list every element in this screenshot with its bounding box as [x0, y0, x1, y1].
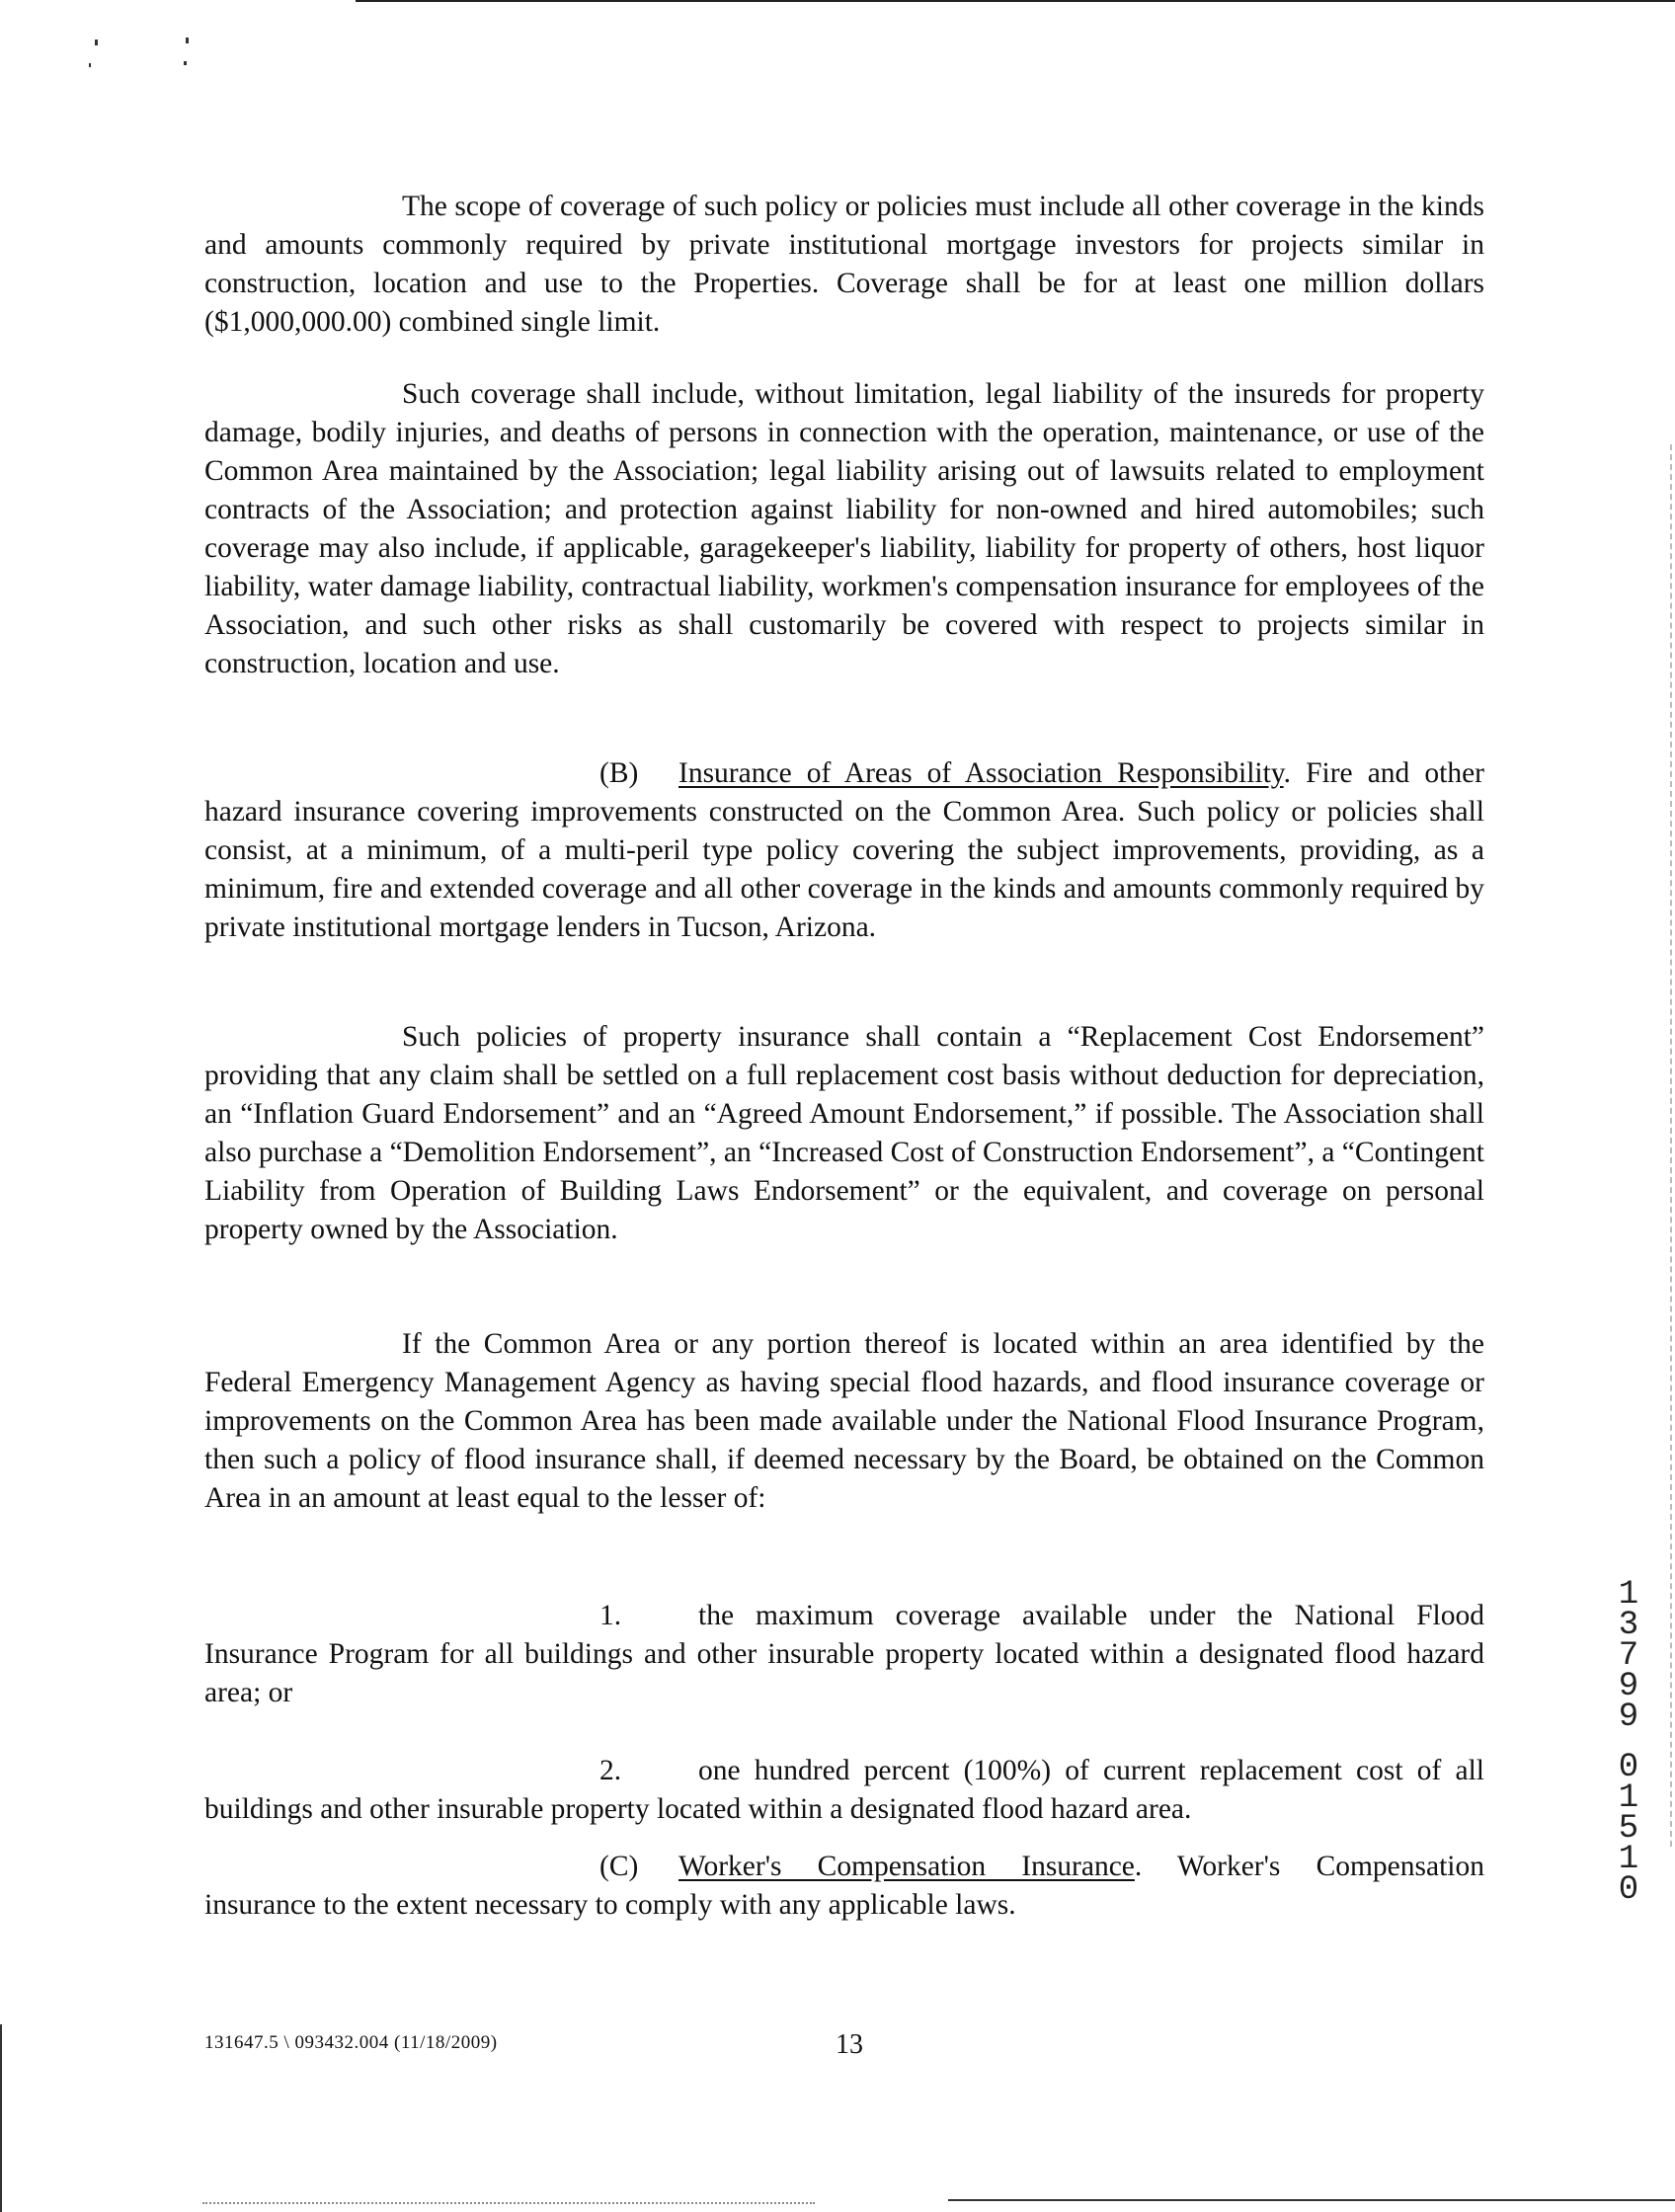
- list-number: 1.: [599, 1600, 622, 1631]
- scan-edge-mark: [0, 2024, 2, 2212]
- section-body: . Worker's Compensation insurance to the extent necessary to comply with any applicable laws.: [204, 1851, 1484, 1921]
- stamp-digit: 0: [1618, 1749, 1639, 1786]
- section-heading: Insurance of Areas of Association Responsibility: [678, 757, 1284, 789]
- scan-bottom-rule: [948, 2199, 1675, 2201]
- list-item-1: [204, 1597, 1484, 1712]
- scan-edge-line: [1670, 444, 1672, 1847]
- stamp-digit: 9: [1618, 1668, 1639, 1705]
- scan-speck: [184, 61, 187, 65]
- paragraph-liability-coverage: Such coverage shall include, without limitation, legal liability of the insureds for property damage, bodily injuries, and deaths of persons in connection with the operation, maintenance, or use of the Common Area maintained by the Association; legal liability arising out of lawsuits related to employment contracts of the Association; and protection against liability for non-owned and hired automobiles; such coverage may also include, if applicable, garagekeeper's liability, liability for property of others, host liquor liability, water damage liability, contractual liability, workmen's compensation insurance for employees of the Association, and such other risks as shall customarily be covered with respect to projects similar in construction, location and use.: [204, 378, 1484, 679]
- list-item-text: one hundred percent (100%) of current replacement cost of all buildings and other insurable property located within a designated flood hazard area.: [204, 1755, 1484, 1825]
- section-heading: Worker's Compensation Insurance: [678, 1851, 1135, 1882]
- paragraph-endorsements: Such policies of property insurance shall contain a “Replacement Cost Endorsement” providing that any claim shall be settled on a full replacement cost basis without deduction for depreciation, an “Inflation Guard Endorsement” and an “Agreed Amount Endorsement,” if possible. The Association shall also purchase a “Demolition Endorsement”, an “Increased Cost of Construction Endorsement”, a “Contingent Liability from Operation of Building Laws Endorsement” or the equivalent, and coverage on personal property owned by the Association.: [204, 1021, 1484, 1245]
- paragraph-coverage-scope: The scope of coverage of such policy or policies must include all other coverage in the kinds and amounts commonly required by private institutional mortgage investors for projects similar in construction, location and use to the Properties. Coverage shall be for at least one million dollars ($1,000,000.00) combined single limit.: [204, 191, 1484, 338]
- paragraph-section-b: [204, 754, 1484, 947]
- paragraph-flood-insurance: If the Common Area or any portion thereof is located within an area identified by the Federal Emergency Management Agency as having special flood hazards, and flood insurance coverage or improvements on the Common Area has been made available under the National Flood Insurance Program, then such a policy of flood insurance shall, if deemed necessary by the Board, be obtained on the Common Area in an amount at least equal to the lesser of:: [204, 1328, 1484, 1514]
- section-marker: (C): [599, 1851, 639, 1882]
- list-item-2: [204, 1752, 1484, 1829]
- footer-page-number: 13: [836, 2029, 863, 2060]
- paragraph-section-c: [204, 1848, 1484, 1925]
- list-number: 2.: [599, 1755, 622, 1786]
- section-marker: (B): [599, 757, 639, 789]
- stamp-digit: 7: [1618, 1637, 1639, 1675]
- scan-speck: [95, 40, 98, 45]
- stamp-digit: 5: [1618, 1810, 1639, 1848]
- stamp-digit: 9: [1618, 1698, 1639, 1736]
- section-body: . Fire and other hazard insurance covering improvements constructed on the Common Area. Such policy or policies shall consist, at a minimum, of a multi-peril type policy covering the subject improvements, providing, as a minimum, fire and extended coverage and all other coverage in the kinds and amounts commonly required by private institutional mortgage lenders in Tucson, Arizona.: [204, 757, 1484, 943]
- recording-stamp: [1614, 1576, 1643, 1909]
- scan-speck: [186, 38, 189, 43]
- list-item-text: the maximum coverage available under the National Flood Insurance Program for all buildings and other insurable property located within a designated flood hazard area; or: [204, 1600, 1484, 1708]
- stamp-digit: 1: [1618, 1779, 1639, 1817]
- stamp-digit: 3: [1618, 1607, 1639, 1644]
- scan-speck: [89, 63, 91, 67]
- scan-top-rule: [356, 0, 1675, 2]
- stamp-digit: 1: [1618, 1841, 1639, 1878]
- footer-document-id: 131647.5 \ 093432.004 (11/18/2009): [204, 2032, 498, 2053]
- scan-bottom-dots: [202, 2202, 815, 2204]
- stamp-digit: 1: [1618, 1576, 1639, 1614]
- stamp-digit: 0: [1618, 1871, 1639, 1909]
